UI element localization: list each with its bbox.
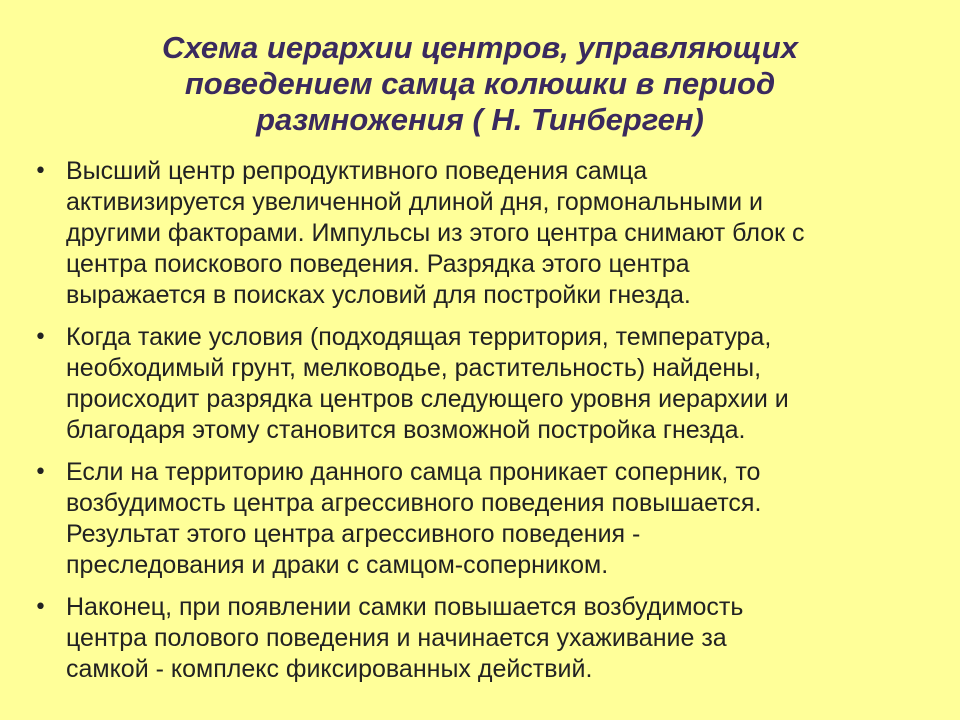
- bullet-text: [66, 457, 934, 581]
- bullet-line: Наконец, при появлении самки повышается возбудимость: [66, 593, 744, 621]
- slide-title: [90, 30, 870, 138]
- bullet-line: благодаря этому становится возможной постройка гнезда.: [66, 416, 746, 444]
- bullet-line: самкой - комплекс фиксированных действий.: [66, 655, 593, 683]
- bullet-item: [34, 322, 934, 446]
- bullet-item: [34, 592, 934, 685]
- bullet-line: возбудимость центра агрессивного поведения повышается.: [66, 489, 762, 517]
- bullet-marker: •: [34, 325, 47, 350]
- title-line: Схема иерархии центров, управляющих: [162, 30, 798, 65]
- bullet-line: Результат этого центра агрессивного поведения -: [66, 520, 641, 548]
- bullet-item: [34, 156, 934, 311]
- title-line: размножения ( Н. Тинберген): [256, 102, 704, 137]
- bullet-line: другими факторами. Импульсы из этого центра снимают блок с: [66, 219, 805, 247]
- bullet-line: Если на территорию данного самца проникает соперник, то: [66, 458, 761, 486]
- bullet-marker: •: [34, 595, 47, 620]
- bullet-line: центра полового поведения и начинается ухаживание за: [66, 624, 727, 652]
- bullet-line: выражается в поисках условий для постройки гнезда.: [66, 281, 691, 309]
- bullet-list: [34, 156, 934, 696]
- bullet-line: необходимый грунт, мелководье, растительность) найдены,: [66, 354, 762, 382]
- bullet-text: [66, 592, 934, 685]
- bullet-item: [34, 457, 934, 581]
- bullet-text: [66, 322, 934, 446]
- bullet-text: [66, 156, 934, 311]
- bullet-line: Высший центр репродуктивного поведения самца: [66, 157, 648, 185]
- title-line: поведением самца колюшки в период: [184, 66, 776, 101]
- bullet-marker: •: [34, 159, 47, 184]
- bullet-line: происходит разрядка центров следующего уровня иерархии и: [66, 385, 789, 413]
- bullet-marker: •: [34, 460, 47, 485]
- bullet-line: Когда такие условия (подходящая территория, температура,: [66, 323, 772, 351]
- bullet-line: центра поискового поведения. Разрядка этого центра: [66, 250, 690, 278]
- bullet-line: активизируется увеличенной длиной дня, гормональными и: [66, 188, 763, 216]
- bullet-line: преследования и драки с самцом-соперником.: [66, 551, 609, 579]
